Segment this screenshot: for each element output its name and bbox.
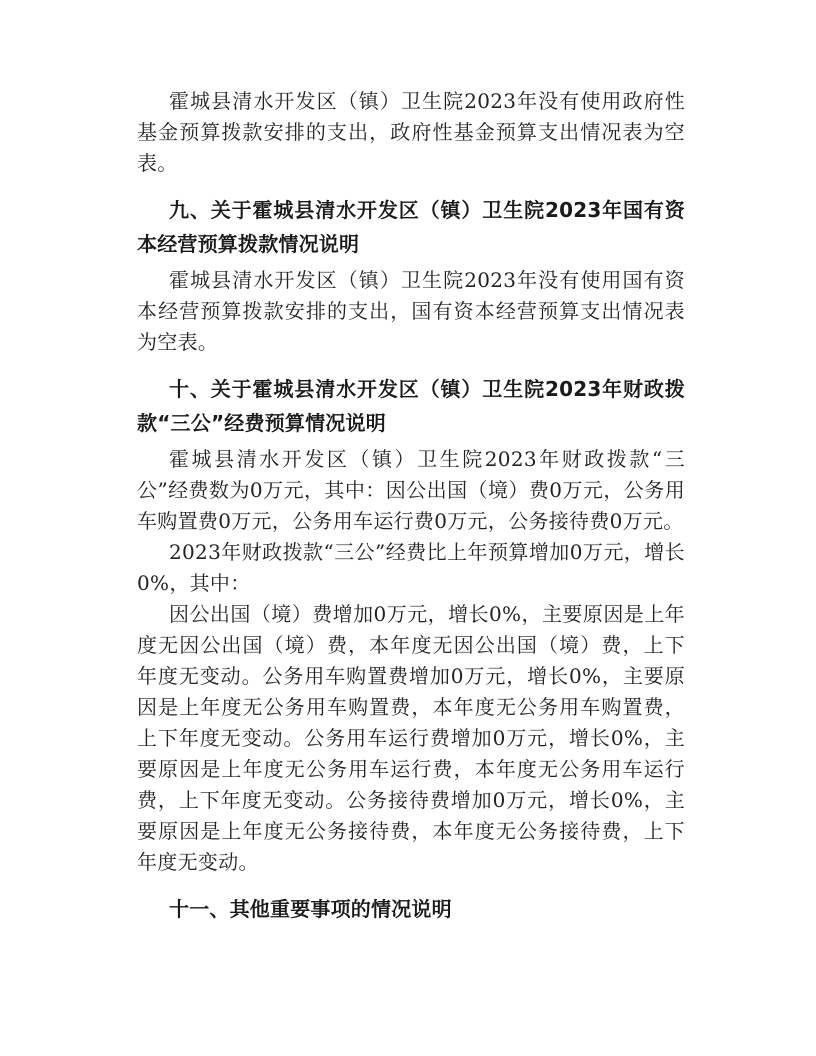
paragraph-state-capital: 霍城县清水开发区（镇）卫生院2023年没有使用国有资本经营预算拨款安排的支出，国有资本经营预算支出情况表为空表。 — [137, 268, 685, 354]
document-body — [137, 86, 685, 926]
paragraph-three-public-detail: 因公出国（境）费增加0万元，增长0%，主要原因是上年度无因公出国（境）费，本年度无因公出国（境）费，上下年度无变动。公务用车购置费增加0万元，增长0%，主要原因是上年度无公务用车购置费，本年度无公务用车购置费，上下年度无变动。公务用车运行费增加0万元，增长0%，主要原因是上年度无公务用车运行费，本年度无公务用车运行费，上下年度无变动。公务接待费增加0万元，增长0%，主要原因是上年度无公务接待费，本年度无公务接待费，上下年度无变动。 — [137, 602, 685, 874]
paragraph-government-fund: 霍城县清水开发区（镇）卫生院2023年没有使用政府性基金预算拨款安排的支出，政府性基金预算支出情况表为空表。 — [137, 89, 685, 175]
heading-section-11: 十一、其他重要事项的情况说明 — [169, 897, 452, 921]
heading-section-9: 九、关于霍城县清水开发区（镇）卫生院2023年国有资本经营预算拨款情况说明 — [137, 198, 685, 256]
heading-section-10: 十、关于霍城县清水开发区（镇）卫生院2023年财政拨款“三公”经费预算情况说明 — [137, 377, 685, 435]
paragraph-three-public-change: 2023年财政拨款“三公”经费比上年预算增加0万元，增长0%，其中： — [137, 540, 685, 595]
paragraph-three-public-total: 霍城县清水开发区（镇）卫生院2023年财政拨款“三公”经费数为0万元，其中：因公出国（境）费0万元，公务用车购置费0万元，公务用车运行费0万元，公务接待费0万元。 — [137, 447, 685, 533]
